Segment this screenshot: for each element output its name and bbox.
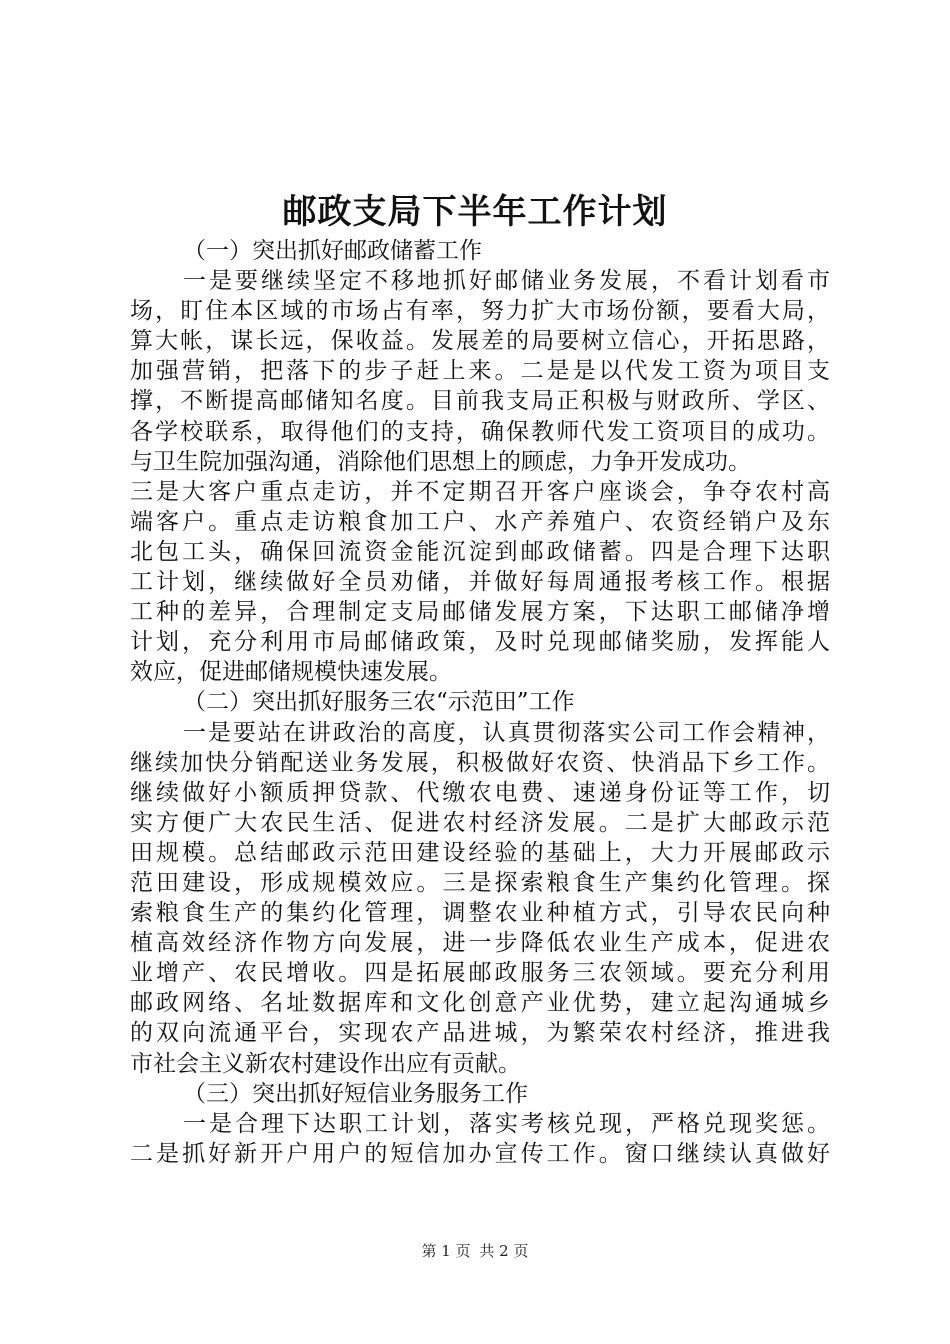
document-title: 邮政支局下半年工作计划 [282, 192, 668, 232]
paragraph-line: 效应，促进邮储规模快速发展。 [130, 659, 452, 686]
page-number: 第 1 页 [421, 1242, 471, 1260]
paragraph-line: 二是抓好新开户用户的短信加办宣传工作。窗口继续认真做好 [130, 1140, 830, 1167]
paragraph-line: 索粮食生产的集约化管理，调整农业种植方式，引导农民向种 [130, 900, 830, 927]
paragraph-line: 工种的差异，合理制定支局邮储发展方案，下达职工邮储净增 [130, 599, 830, 626]
document-body [130, 236, 830, 1169]
paragraph-line: 的双向流通平台，实现农产品进城，为繁荣农村经济，推进我 [130, 1020, 830, 1047]
paragraph-line: 北包工头，确保回流资金能沉淀到邮政储蓄。四是合理下达职 [130, 538, 830, 565]
paragraph-line: 各学校联系，取得他们的支持，确保教师代发工资项目的成功。 [130, 418, 830, 445]
paragraph-line: 端客户。重点走访粮食加工户、水产养殖户、农资经销户及东 [130, 508, 830, 535]
paragraph-line: 继续做好小额质押贷款、代缴农电费、速递身份证等工作，切 [130, 779, 830, 806]
paragraph-line: 场，盯住本区域的市场占有率，努力扩大市场份额，要看大局， [130, 298, 830, 325]
paragraph-line: 计划，充分利用市局邮储政策，及时兑现邮储奖励，发挥能人 [130, 629, 830, 656]
section-heading: （二）突出抓好服务三农“示范田”工作 [183, 689, 575, 716]
paragraph-line: 算大帐，谋长远，保收益。发展差的局要树立信心，开拓思路， [130, 328, 830, 355]
paragraph-line: 范田建设，形成规模效应。三是探索粮食生产集约化管理。探 [130, 869, 830, 896]
page-total: 共 2 页 [479, 1242, 529, 1260]
page-footer [0, 1240, 950, 1261]
paragraph-line: 一是要站在讲政治的高度，认真贯彻落实公司工作会精神， [183, 719, 830, 746]
paragraph-line: 实方便广大农民生活、促进农村经济发展。二是扩大邮政示范 [130, 809, 830, 836]
paragraph-line: 与卫生院加强沟通，消除他们思想上的顾虑，力争开发成功。 [130, 448, 751, 475]
paragraph-line: 工计划，继续做好全员劝储，并做好每周通报考核工作。根据 [130, 569, 830, 596]
paragraph-line: 一是合理下达职工计划，落实考核兑现，严格兑现奖惩。 [183, 1110, 830, 1137]
paragraph-line: 撑，不断提高邮储知名度。目前我支局正积极与财政所、学区、 [130, 388, 830, 415]
paragraph-line: 继续加快分销配送业务发展，积极做好农资、快消品下乡工作。 [130, 749, 830, 776]
paragraph-line: 植高效经济作物方向发展，进一步降低农业生产成本，促进农 [130, 930, 830, 957]
section-heading: （三）突出抓好短信业务服务工作 [183, 1080, 528, 1107]
paragraph-line: 田规模。总结邮政示范田建设经验的基础上，大力开展邮政示 [130, 839, 830, 866]
paragraph-line: 市社会主义新农村建设作出应有贡献。 [130, 1050, 521, 1077]
paragraph-line: 一是要继续坚定不移地抓好邮储业务发展，不看计划看市 [183, 268, 830, 295]
paragraph-line: 三是大客户重点走访，并不定期召开客户座谈会，争夺农村高 [130, 478, 830, 505]
paragraph-line: 加强营销，把落下的步子赶上来。二是是以代发工资为项目支 [130, 358, 830, 385]
paragraph-line: 邮政网络、名址数据库和文化创意产业优势，建立起沟通城乡 [130, 990, 830, 1017]
paragraph-line: 业增产、农民增收。四是拓展邮政服务三农领域。要充分利用 [130, 960, 830, 987]
section-heading: （一）突出抓好邮政储蓄工作 [183, 238, 482, 264]
